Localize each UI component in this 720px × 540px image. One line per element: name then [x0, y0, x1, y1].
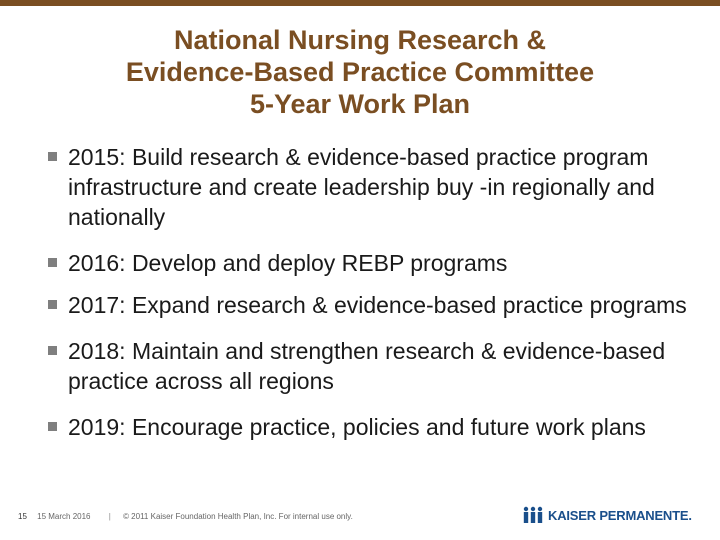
footer-copyright: © 2011 Kaiser Foundation Health Plan, Inc. For internal use only.: [123, 512, 353, 521]
square-bullet-icon: [48, 346, 57, 355]
square-bullet-icon: [48, 152, 57, 161]
kaiser-permanente-logo: [522, 505, 692, 525]
slide-title: [0, 24, 720, 120]
bullet-item-2018: [48, 336, 698, 396]
bullet-text: 2019: Encourage practice, policies and future work plans: [68, 414, 646, 440]
footer-separator: |: [108, 512, 111, 521]
bullet-text: 2018: Maintain and strengthen research & evidence-based practice across all regions: [68, 338, 666, 394]
footer: [18, 512, 359, 521]
square-bullet-icon: [48, 258, 57, 267]
bullet-item-2017: [48, 290, 698, 320]
logo-text: KAISER PERMANENTE.: [548, 507, 692, 523]
title-line-1: National Nursing Research &: [173, 25, 547, 55]
bullet-item-2019: [48, 412, 698, 442]
title-line-2: Evidence-Based Practice Committee: [125, 57, 595, 87]
page-number: 15: [18, 512, 27, 521]
bullet-text: 2016: Develop and deploy REBP programs: [68, 250, 508, 276]
bullet-item-2016: [48, 248, 698, 278]
bullet-text: 2017: Expand research & evidence-based practice programs: [68, 292, 687, 318]
top-accent-bar: [0, 0, 720, 6]
footer-date: 15 March 2016: [37, 512, 91, 521]
square-bullet-icon: [48, 422, 57, 431]
bullet-item-2015: [48, 142, 698, 232]
kaiser-people-icon: [522, 506, 544, 524]
bullet-list: [48, 142, 698, 442]
square-bullet-icon: [48, 300, 57, 309]
title-line-3: 5-Year Work Plan: [249, 89, 471, 119]
bullet-text: 2015: Build research & evidence-based practice program infrastructure and create leadership buy -in regionally and nationally: [68, 144, 655, 230]
